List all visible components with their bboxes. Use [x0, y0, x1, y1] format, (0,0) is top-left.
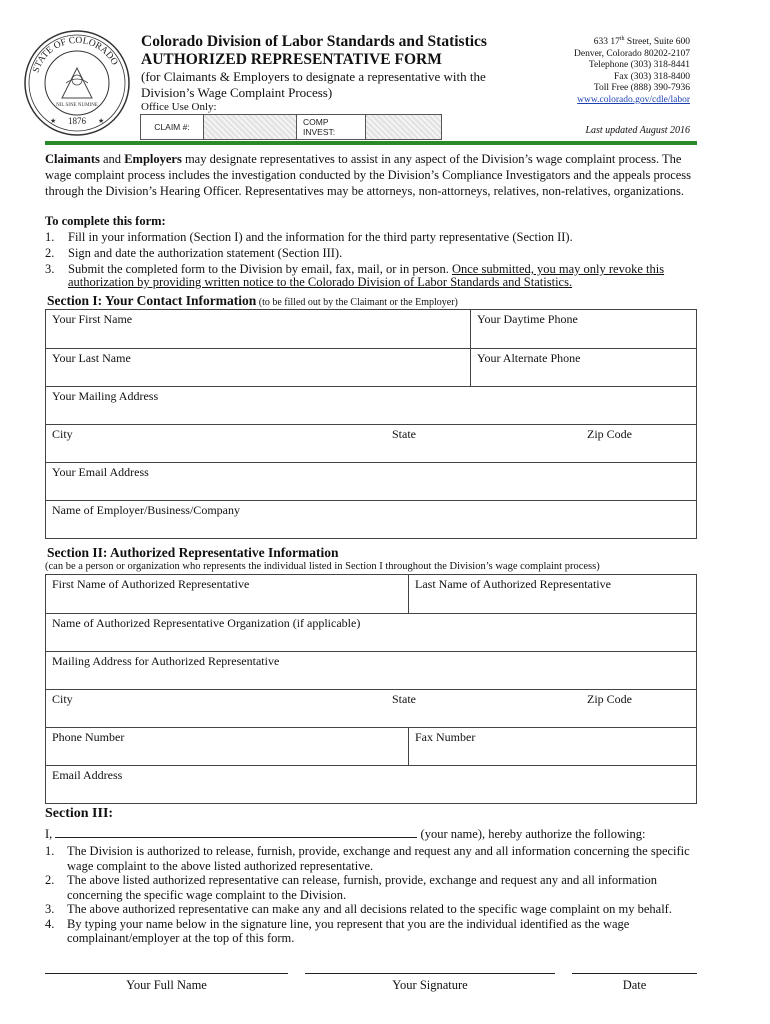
svg-text:★: ★ — [50, 117, 57, 125]
rep-state-field[interactable]: State — [392, 692, 416, 706]
first-name-field[interactable]: Your First Name — [52, 312, 133, 326]
list-item: 1. Fill in your information (Section I) and the information for the third party representative (Section II). — [45, 230, 573, 244]
list-item: 2. Sign and date the authorization statement (Section III). — [45, 246, 343, 260]
rep-mailing-address-field[interactable]: Mailing Address for Authorized Representative — [52, 654, 280, 668]
rep-fax-field[interactable]: Fax Number — [408, 728, 696, 765]
section-3-heading: Section III: — [45, 806, 114, 821]
seal-motto: NIL SINE NUMINE — [56, 103, 98, 108]
list-item: 3. The above authorized representative can make any and all decisions related to the specific wage complaint on my behalf. — [45, 902, 672, 916]
rep-email-field[interactable]: Email Address — [52, 768, 123, 782]
rep-last-name-field[interactable]: Last Name of Authorized Representative — [408, 575, 696, 613]
section-2-table — [45, 574, 697, 804]
seal-year: 1876 — [68, 116, 86, 126]
daytime-phone-field[interactable]: Your Daytime Phone — [470, 310, 696, 348]
section-2-heading: Section II: Authorized Representative Information — [47, 545, 339, 560]
claim-number-field[interactable] — [204, 115, 297, 139]
header-divider — [45, 141, 697, 145]
agency-title: Colorado Division of Labor Standards and Statistics — [141, 33, 487, 50]
section-1-heading: Section I: Your Contact Information (to be filled out by the Claimant or the Employer) — [47, 293, 458, 308]
section-1-table — [45, 309, 697, 539]
instructions-list — [45, 231, 697, 289]
rep-first-name-field[interactable]: First Name of Authorized Representative — [52, 577, 250, 591]
state-seal — [22, 28, 132, 138]
mailing-address-field[interactable]: Your Mailing Address — [52, 389, 159, 403]
list-item: 1. The Division is authorized to release, furnish, provide, exchange and request any and all information concerning the specific wage complaint to the above listed authorized representative. — [45, 844, 690, 873]
list-item: 4. By typing your name below in the signature line, you represent that you are the individual identified as the wage complainant/employer at the top of this form. — [45, 916, 630, 945]
comp-invest-label: COMP INVEST: — [297, 115, 366, 139]
intro-paragraph: Claimants and Employers may designate representatives to assist in any aspect of the Division’s wage complaint process. The wage complaint process includes the investigation conducted by the Division’s Compliance Investigators and the appeals process through the Division’s Hearing Officer. Representatives may be attorneys, non-attorneys, relatives, non-relatives, organizations. — [45, 152, 692, 198]
full-name-line[interactable] — [45, 973, 288, 974]
complete-heading: To complete this form: — [45, 214, 166, 228]
authorization-list — [45, 844, 697, 946]
toll-free: Toll Free (888) 390-7936 — [593, 83, 690, 94]
list-item: 2. The above listed authorized representative can release, furnish, provide, exchange and request any and all information concerning the specific wage complaint to the Division. — [45, 873, 658, 902]
claim-label: CLAIM #: — [141, 115, 204, 139]
fax: Fax (303) 318-8400 — [614, 71, 690, 82]
employer-name-field[interactable]: Name of Employer/Business/Company — [52, 503, 240, 517]
telephone: Telephone (303) 318-8441 — [588, 60, 690, 71]
rep-organization-field[interactable]: Name of Authorized Representative Organization (if applicable) — [52, 616, 361, 630]
date-label: Date — [622, 978, 647, 992]
authorization-statement: I, (your name), hereby authorize the following: — [45, 827, 646, 841]
svg-text:★: ★ — [98, 117, 105, 125]
email-field[interactable]: Your Email Address — [52, 465, 149, 479]
list-item: 3. Submit the completed form to the Division by email, fax, mail, or in person. Once submitted, you may only revoke this authorization by providing written notice to the Colorado Division of Labor Standards and Statistics. — [45, 262, 665, 289]
alternate-phone-field[interactable]: Your Alternate Phone — [470, 349, 696, 386]
signature-label: Your Signature — [392, 978, 468, 992]
last-updated: Last updated August 2016 — [585, 125, 690, 136]
rep-zip-field[interactable]: Zip Code — [587, 692, 632, 706]
state-field[interactable]: State — [392, 427, 416, 441]
website-link[interactable]: www.colorado.gov/cdle/labor — [577, 94, 690, 105]
rep-phone-field[interactable]: Phone Number — [52, 730, 125, 744]
section-2-note: (can be a person or organization who represents the individual listed in Section I throughout the Division’s wage complaint process) — [45, 561, 600, 572]
comp-invest-field[interactable] — [366, 115, 441, 139]
office-use-label: Office Use Only: — [141, 101, 217, 113]
form-description: (for Claimants & Employers to designate a representative with the Division’s Wage Complaint Process) — [141, 69, 486, 100]
agency-address: 633 17th Street, Suite 600 Denver, Colorado 80202-2107 Telephone (303) 318-8441 Fax (303) 318-8400 Toll Free (888) 390-7936 www.colorado.gov/cdle/labor — [530, 34, 690, 106]
form-title: AUTHORIZED REPRESENTATIVE FORM — [141, 51, 442, 68]
authorizer-name-field[interactable] — [55, 826, 417, 838]
signature-line[interactable] — [305, 973, 555, 974]
last-name-field[interactable]: Your Last Name — [52, 351, 131, 365]
zip-field[interactable]: Zip Code — [587, 427, 632, 441]
seal-text: STATE OF COLORADO — [31, 35, 120, 74]
office-use-box — [140, 114, 442, 140]
full-name-label: Your Full Name — [126, 978, 207, 992]
city-field[interactable]: City — [52, 427, 73, 441]
date-line[interactable] — [572, 973, 697, 974]
rep-city-field[interactable]: City — [52, 692, 73, 706]
